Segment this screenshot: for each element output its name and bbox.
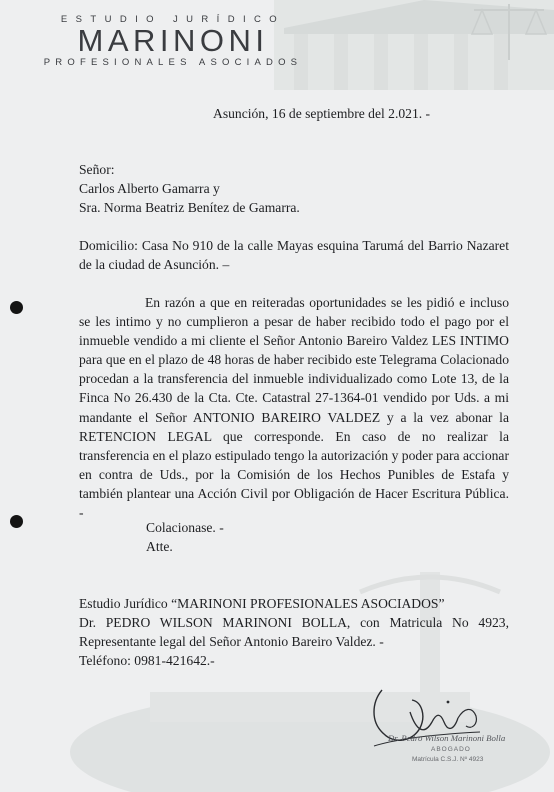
stamp-name: Dr. Pedro Wilson Marinoni Bolla <box>388 733 506 743</box>
recipient-line-1: Carlos Alberto Gamarra y <box>79 181 220 196</box>
letterhead-top: ESTUDIO JURÍDICO <box>60 14 286 25</box>
letterhead-sub: PROFESIONALES ASOCIADOS <box>43 57 303 68</box>
footer-firm: Estudio Jurídico “MARINONI PROFESIONALES ASOCIADOS” <box>79 596 445 611</box>
letter-date: Asunción, 16 de septiembre del 2.021. - <box>213 106 431 121</box>
domicile-paragraph: Domicilio: Casa No 910 de la calle Mayas esquina Tarumá del Barrio Nazaret de la ciudad de Asunción. – <box>79 238 509 273</box>
punch-hole-icon <box>10 515 23 528</box>
closing-atte: Atte. <box>146 539 173 554</box>
stamp-title: ABOGADO <box>431 746 471 753</box>
letterhead <box>28 14 318 68</box>
punch-hole-icon <box>10 301 23 314</box>
footer-representative: Dr. PEDRO WILSON MARINONI BOLLA, con Matricula No 4923, Representante legal del Señor Antonio Bareiro Valdez. - <box>79 615 509 650</box>
closing-colacionase: Colacionase. - <box>146 520 224 535</box>
stamp-registration: Matrícula C.S.J. Nº 4923 <box>412 756 484 763</box>
body-paragraph: En razón a que en reiteradas oportunidades se les pidió e incluso se les intimo y no cumplieron a pesar de haber recibido todo el pago por el inmueble vendido a mi cliente el Señor Antonio Bareiro Valdez LES INTIMO para que en el plazo de 48 horas de haber recibido este Telegrama Colacionado procedan a la transferencia del inmueble individualizado como Lote 13, de la Finca No 26.430 de la Cta. Cte. Catastral 27-1364-01 vendido por Uds. a mi mandante el Señor ANTONIO BAREIRO VALDEZ y a la vez abonar la RETENCION LEGAL que corresponde. En caso de no realizar la transferencia en el plazo estipulado tengo la autorización y poder para accionar en contra de Uds., por la Comisión de los Hechos Punibles de Estafa y también plantear una Acción Civil por Obligación de Hacer Escritura Pública. - <box>79 295 509 521</box>
letterhead-name: MARINONI <box>77 23 269 58</box>
footer-phone: Teléfono: 0981-421642.- <box>79 653 215 668</box>
recipient-salutation: Señor: <box>79 162 115 177</box>
recipient-line-2: Sra. Norma Beatriz Benítez de Gamarra. <box>79 200 300 215</box>
